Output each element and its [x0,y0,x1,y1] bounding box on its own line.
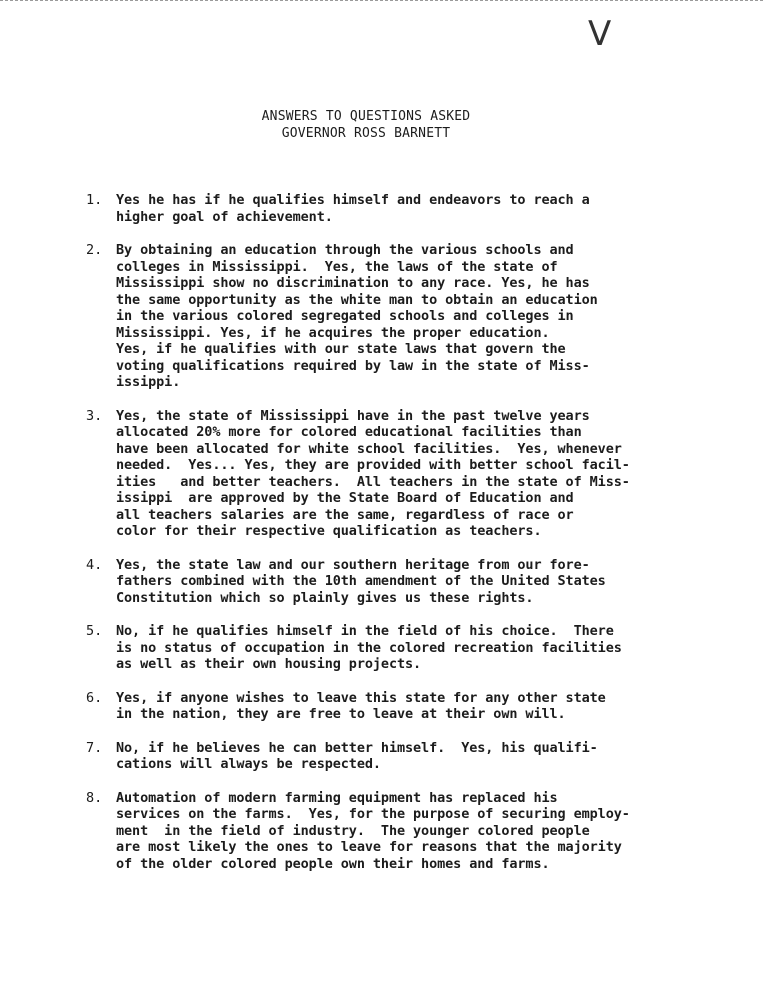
answer-text: No, if he qualifies himself in the field of his choice. There is no status of occupation in the colored recreation facilities as well as their own housing projects. [116,623,622,672]
answers-list [86,192,726,889]
answer-text: Yes he has if he qualifies himself and endeavors to reach a higher goal of achievement. [116,192,590,225]
answer-item-8 [86,790,726,873]
answer-number: 1. [86,192,103,208]
answer-text: Yes, if anyone wishes to leave this state for any other state in the nation, they are free to leave at their own will. [116,689,606,722]
answer-number: 2. [86,242,103,258]
answer-number: 3. [86,407,103,424]
page-top-edge [0,0,763,1]
answer-text: Yes, the state law and our southern heritage from our fore- fathers combined with the 10th amendment of the United States Constitution which so plainly gives us these rights. [116,556,606,606]
answer-number: 5. [86,623,103,639]
document-header [0,108,732,142]
document-title: ANSWERS TO QUESTIONS ASKED [261,109,471,124]
answer-text: By obtaining an education through the various schools and colleges in Mississippi. Yes, the laws of the state of Mississippi show no discrimination to any race. Yes, he has the same opportunity as the white man to obtain an education in the various colored segregated schools and colleges in Mississippi. Yes, if he acquires the proper education. Yes, if he qualifies with our state laws that govern the voting qualifications required by law in the state of Miss- issippi. [116,242,598,390]
answer-item-5 [86,623,726,673]
answer-item-2 [86,242,726,391]
document-subtitle: GOVERNOR ROSS BARNETT [281,126,451,141]
answer-number: 7. [86,739,103,756]
answer-text: No, if he believes he can better himself. Yes, his qualifi- cations will always be respected. [116,739,598,772]
answer-item-7 [86,740,726,773]
answer-item-3 [86,408,726,540]
handwritten-check-mark: V [588,14,612,54]
answer-number: 8. [86,789,103,806]
answer-item-1 [86,192,726,225]
answer-item-6 [86,690,726,723]
answer-text: Automation of modern farming equipment has replaced his services on the farms. Yes, for the purpose of securing employ- ment in the field of industry. The younger colored people are most likely the ones to leave for reasons that the majority of the older colored people own their homes and farms. [116,789,630,872]
answer-text: Yes, the state of Mississippi have in the past twelve years allocated 20% more for colored educational facilities than have been allocated for white school facilities. Yes, whenever needed. Yes... Yes, they are provided with better school facil- ities and better teachers. All teachers in the state of Miss- issippi are approved by the State Board of Education and all teachers salaries are the same, regardless of race or color for their respective qualification as teachers. [116,407,630,539]
answer-item-4 [86,557,726,607]
answer-number: 4. [86,556,103,573]
answer-number: 6. [86,689,103,706]
